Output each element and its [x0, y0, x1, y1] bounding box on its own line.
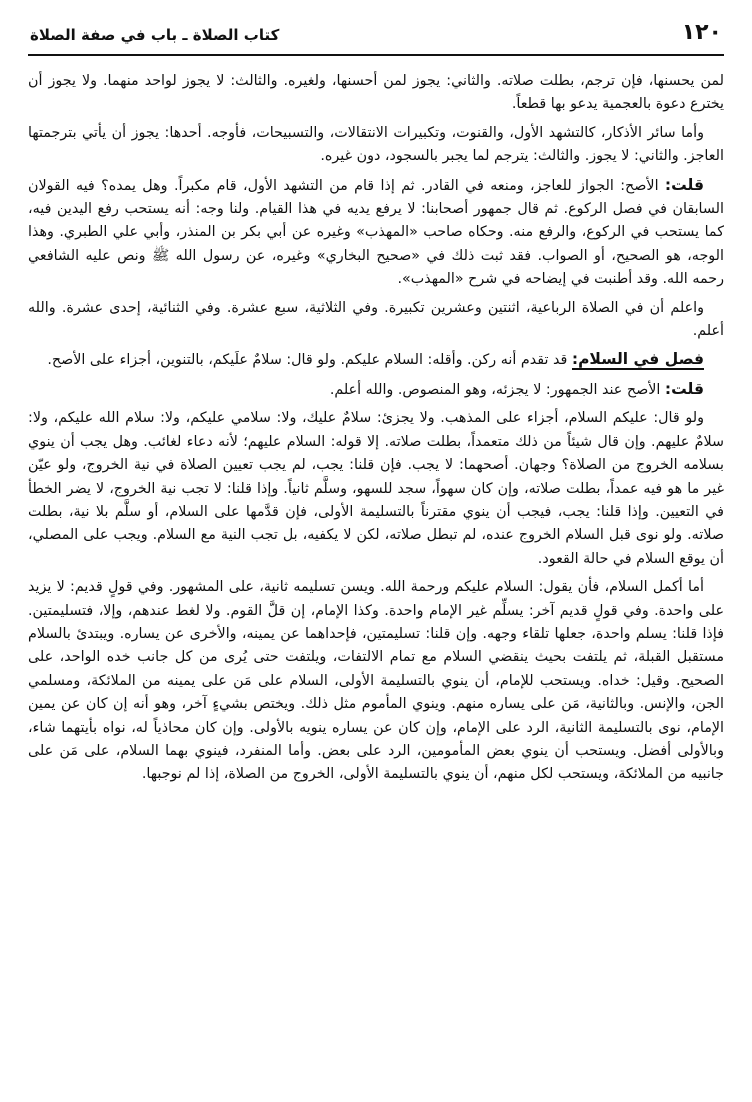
- paragraph-1: [28, 70, 724, 117]
- paragraph-lead: قلت:: [664, 175, 704, 194]
- running-title: كتاب الصلاة ـ باب في صفة الصلاة: [30, 26, 280, 44]
- paragraph-6: [28, 378, 724, 402]
- section-heading: فصل في السلام:: [571, 350, 704, 369]
- paragraph-text: أما أكمل السلام، فأن يقول: السلام عليكم ورحمة الله. ويسن تسليمه ثانية، على المشهور. وفي قولٍ قديم: لا يزيد على واحدة. وفي قولٍ قديم آخر: يسلِّم غير الإمام واحدة. وكذا الإمام، إن قلَّ القوم. ولا لغط عندهم، وإلا، فتسليمتين. فإذا قلنا: يسلم واحدة، جعلها تلقاء وجهه. وإن قلنا: تسليمتين، فإحداهما عن يمينه، والأخرى عن يساره. ويبتدئ بالسلام مستقبل القبلة، ثم يلتفت بحيث ينقضي السلام مع تمام الالتفات، ويلتفت حتى يُرى من كل جانب خده الواحد، على الصحيح. وقيل: خداه. ويستحب للإمام، أن ينوي بالتسليمة الأولى، السلام على مَن على يمينه من الملائكة، ومسلمي الجن، والإنس. وبالثانية، مَن على يساره منهم. وينوي المأموم مثل ذلك. ويختص بشيءٍ آخر، وهو أنه إن كان عن يمين الإمام، نوى بالتسليمة الثانية، الرد على الإمام، وإن كان عن يساره ينويه بالأولى. وإن كان محاذياً له، نواه بأيتهما شاء، وبالأولى أفضل. ويستحب أن ينوي بعض المأمومين، الرد على بعض. وأما المنفرد، فينوي بهما السلام، على مَن على جانبيه من الملائكة، ويستحب لكل منهم، أن ينوي بالتسليمة الأولى، الخروج من الصلاة، إذا لم نوجبها.: [28, 579, 724, 783]
- paragraph-2: [28, 122, 724, 169]
- paragraph-lead: قلت:: [664, 379, 704, 398]
- page-body: [28, 56, 724, 787]
- paragraph-4: [28, 297, 724, 344]
- book-page: [28, 18, 724, 1088]
- paragraph-text: الأصح: الجواز للعاجز، ومنعه في القادر. ثم إذا قام من التشهد الأول، قام مكبراً. وهل يمده؟ فيه القولان السابقان في فصل الركوع. ثم قال جمهور أصحابنا: لا يرفع يديه في هذا القيام. ولنا وجه: أنه يستحب رفع اليدين فيه، كما يستحب في الركوع، والرفع منه. وحكاه صاحب «المهذب» وغيره عن أبي بكر بن المنذر، وأبي علي الطبري. وهذا الوجه، هو الصحيح، أو الصواب. فقد ثبت ذلك في «صحيح البخاري» وغيره، عن رسول الله ﷺ ونص عليه الشافعي رحمه الله. وقد أطنبت في إيضاحه في شرح «المهذب».: [28, 177, 724, 288]
- section-heading-paragraph: [28, 348, 724, 372]
- paragraph-text: الأصح عند الجمهور: لا يجزئه، وهو المنصوص. والله أعلم.: [329, 381, 661, 398]
- paragraph-8: [28, 576, 724, 787]
- page-number: ١٢٠: [681, 20, 722, 45]
- paragraph-3: [28, 174, 724, 292]
- paragraph-text: قد تقدم أنه ركن. وأقله: السلام عليكم. ولو قال: سلامٌ علَيكم، بالتنوين، أجزاء على الأصح.: [47, 352, 568, 369]
- paragraph-text: ولو قال: عليكم السلام، أجزاء على المذهب. ولا يجزئ: سلامٌ عليك، ولا: سلامي عليكم، ولا: سلام الله عليكم، ولا: سلامٌ عليهم. وإن قال شيئاً من ذلك متعمداً، بطلت صلاته. إلا قوله: السلام عليهم؛ لأنه دعاء لغائب. وهل يجب أن ينوي بسلامه الخروج من الصلاة؟ وجهان. أصحهما: لا يجب. فإن قلنا: يجب، لم يجب تعيين الصلاة في نية الخروج، ولو عيّن غير ما هو فيه عمداً، بطلت صلاته، وإن كان سهواً، سجد للسهو، وسلَّم ثانياً. وإذا قلنا: لا تجب نية الخروج، لا يضر الخطأ في التعيين. وإذا قلنا: يجب، فيجب أن ينوي مقترناً بالتسليمة الأولى، فإن قدَّمها على السلام، أو سلَّم بلا نية، بطلت صلاته. ولو نوى قبل السلام الخروج عنده، لم تبطل صلاته، لكن لا يكفيه، بل تجب النية مع السلام. ويجب على المصلي، أن يوقع السلام في حالة القعود.: [28, 410, 724, 567]
- paragraph-text: وأما سائر الأذكار، كالتشهد الأول، والقنوت، وتكبيرات الانتقالات، والتسبيحات، فأوجه. أحدها: يجوز أن يأتي بترجمتها العاجز. والثاني: لا يجوز. والثالث: يترجم لما يجبر بالسجود، دون غيره.: [28, 124, 724, 165]
- paragraph-text: لمن يحسنها، فإن ترجم، بطلت صلاته. والثاني: يجوز لمن أحسنها، ولغيره. والثالث: لا يجوز لواحد منهما. ولا يجوز أن يخترع دعوة بالعجمية يدعو بها قطعاً.: [28, 73, 724, 113]
- paragraph-7: [28, 407, 724, 571]
- paragraph-text: واعلم أن في الصلاة الرباعية، اثنتين وعشرين تكبيرة. وفي الثلاثية، سبع عشرة. وفي الثنائية، إحدى عشرة. والله أعلم.: [28, 299, 724, 340]
- page-header: [28, 18, 724, 56]
